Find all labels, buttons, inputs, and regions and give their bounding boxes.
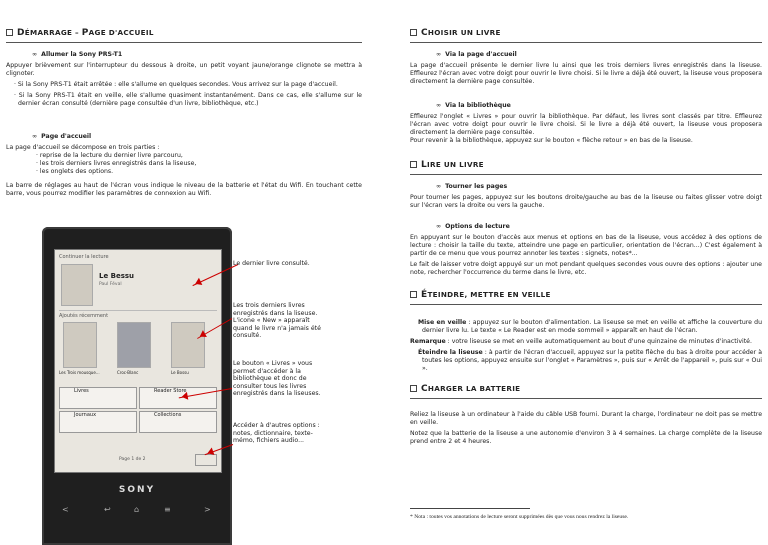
tab-periodicals[interactable]: Journaux	[59, 411, 137, 433]
bullet-item: · Si la Sony PRS-T1 était en veille, elle s'allume quasiment instantanément. Dans ce cas, elle s'allume sur le dernier écran consulté (dernière page consultée d'un livre, bibliothèque, etc.)	[14, 92, 362, 107]
book-cover	[171, 322, 205, 368]
section-title-demarrage: DÉMARRAGE – PAGE D'ACCUEIL	[6, 28, 362, 43]
list-item: · reprise de la lecture du dernier livre parcouru,	[36, 152, 183, 159]
subheading-page-accueil: ∞ Page d'accueil	[32, 133, 92, 140]
paragraph: La barre de réglages au haut de l'écran vous indique le niveau de la batterie et l'état du Wifi. En touchant cette barre, vous pourrez modifier les paramètres de connexion au Wifi.	[6, 182, 362, 197]
left-column	[6, 28, 362, 201]
callout-options: Accéder à d'autres options : notes, dictionnaire, texte-mémo, fichiers audio...	[233, 422, 320, 445]
callout-last-book: Le dernier livre consulté.	[233, 260, 310, 267]
current-book-author: Paul Féval	[99, 282, 122, 287]
paragraph: Notez que la batterie de la liseuse a une autonomie d'environ 3 à 4 semaines. La charge complète de la liseuse prend entre 2 et 4 heures.	[410, 430, 762, 445]
paragraph: La page d'accueil se décompose en trois parties :	[6, 144, 160, 151]
book-cover	[117, 322, 151, 368]
recent-book-title: Croc-Blanc	[117, 370, 139, 375]
right-column	[410, 28, 762, 449]
section-title-eteindre: ÉTEINDRE, METTRE EN VEILLE	[410, 290, 762, 305]
tab-reader-store[interactable]: Reader Store	[139, 387, 217, 409]
checkbox-icon	[410, 385, 417, 392]
recent-book-title: Les Trois mousque...	[59, 370, 100, 375]
callout-recent-books: Les trois derniers livres enregistrés dans la liseuse. L'icone « New » apparaît quand le livre n'a jamais été consulté.	[233, 302, 321, 340]
paragraph: Appuyer brièvement sur l'interrupteur du dessous à droite, un petit voyant jaune/orange clignote se mettra à clignoter.	[6, 62, 362, 77]
subheading-allumer: ∞ Allumer la Sony PRS-T1	[32, 51, 123, 58]
section-title-lire: LIRE UN LIVRE	[410, 160, 762, 175]
checkbox-icon	[410, 29, 417, 36]
brand-logo: SONY	[118, 485, 156, 495]
prev-page-icon[interactable]: <	[62, 505, 69, 514]
link-marker-icon: ∞	[436, 223, 442, 230]
current-book-title: Le Bessu	[99, 272, 135, 280]
ereader-photo	[42, 227, 232, 545]
recent-header: Ajoutés récemment	[59, 310, 217, 319]
link-marker-icon: ∞	[32, 133, 38, 140]
link-marker-icon: ∞	[32, 51, 38, 58]
paragraph: En appuyant sur le bouton d'accès aux menus et options en bas de la liseuse, vous accédez à des options de lecture : choisir la taille du texte, atteindre une page en particulier, orientation de l'écran...) C'est également à partir de ce menu que vous pourrez annoter les textes : signets, notes*...	[410, 234, 762, 257]
list-item: · les trois derniers livres enregistrés dans la liseuse,	[36, 160, 197, 167]
checkbox-icon	[6, 29, 13, 36]
page-indicator: Page 1 de 2	[119, 457, 146, 462]
tab-collections[interactable]: Collections	[139, 411, 217, 433]
menu-icon[interactable]: ≡	[164, 505, 171, 514]
callout-books-button: Le bouton « Livres » vous permet d'accéder à la bibliothèque et donc de consulter tous les livres enregistrés dans la liseuses.	[233, 360, 321, 398]
screen-header: Continuer la lecture	[59, 254, 109, 260]
subheading-options-lecture: ∞ Options de lecture	[436, 223, 510, 230]
tab-books[interactable]: Livres	[59, 387, 137, 409]
section-title-charger: CHARGER LA BATTERIE	[410, 384, 762, 399]
paragraph: Remarque : votre liseuse se met en veille automatiquement au bout d'une quinzaine de minutes d'inactivité.	[410, 338, 752, 345]
back-arrow-icon[interactable]: ↩	[104, 505, 111, 514]
book-cover	[63, 322, 97, 368]
subheading-via-bibliotheque: ∞ Via la bibliothèque	[436, 102, 511, 109]
paragraph: Pour revenir à la bibliothèque, appuyez sur le bouton « flèche retour » en bas de la liseuse.	[410, 137, 693, 144]
book-cover	[61, 264, 93, 306]
bullet-item: Éteindre la liseuse : à partir de l'écran d'accueil, appuyez sur la petite flèche du bas à droite pour accéder à toutes les options, appuyez ensuite sur l'onglet « Paramètres », puis sur « Arrêt de l'appareil », puis sur « Oui ».	[418, 349, 762, 372]
subheading-via-accueil: ∞ Via la page d'accueil	[436, 51, 517, 58]
bullet-item: · Si la Sony PRS-T1 était arrêtée : elle s'allume en quelques secondes. Vous arrivez sur la page d'accueil.	[14, 81, 338, 88]
list-item: · les onglets des options.	[36, 168, 114, 175]
subheading-tourner-pages: ∞ Tourner les pages	[436, 183, 508, 190]
link-marker-icon: ∞	[436, 102, 442, 109]
paragraph: Pour tourner les pages, appuyez sur les boutons droite/gauche au bas de la liseuse ou faites glisser votre doigt sur l'écran vers la droite ou vers la gauche.	[410, 194, 762, 209]
home-icon[interactable]: ⌂	[134, 505, 140, 514]
section-title-choisir: CHOISIR UN LIVRE	[410, 28, 762, 43]
recent-book-title: Le Bossu	[171, 370, 189, 375]
link-marker-icon: ∞	[436, 183, 442, 190]
checkbox-icon	[410, 161, 417, 168]
paragraph: Reliez la liseuse à un ordinateur à l'aide du câble USB fourni. Durant la charge, l'ordinateur ne doit pas se mettre en veille.	[410, 411, 762, 426]
checkbox-icon	[410, 291, 417, 298]
next-page-icon[interactable]: >	[204, 505, 211, 514]
paragraph: Effleurez l'onglet « Livres » pour ouvrir la bibliothèque. Par défaut, les livres sont classés par titre. Effleurez l'écran avec votre doigt pour ouvrir le livre choisi. Si le livre a déjà été ouvert, la liseuse vous proposera directement la dernière page consultée.	[410, 113, 762, 136]
link-marker-icon: ∞	[436, 51, 442, 58]
paragraph: La page d'accueil présente le dernier livre lu ainsi que les trois derniers livres enregistrés dans la liseuse. Effleurez l'écran avec votre doigt pour ouvrir le livre choisi. Si le livre a déjà été ouvert, la liseuse vous proposera directement la dernière page consultée.	[410, 62, 762, 85]
paragraph: Le fait de laisser votre doigt appuyé sur un mot pendant quelques secondes vous ouvre des options : ajouter une note, rechercher l'occurrence du terme dans le livre, etc.	[410, 261, 762, 276]
footnote: * Nota : toutes vos annotations de lecture seront supprimées dès que vous nous rendrez la liseuse.	[410, 508, 530, 520]
bullet-item: Mise en veille : appuyez sur le bouton d'alimentation. La liseuse se met en veille et affiche la couverture du dernier livre lu. Le texte « Le Reader est en mode sommeil » apparaît en haut de l'écran.	[418, 319, 763, 334]
